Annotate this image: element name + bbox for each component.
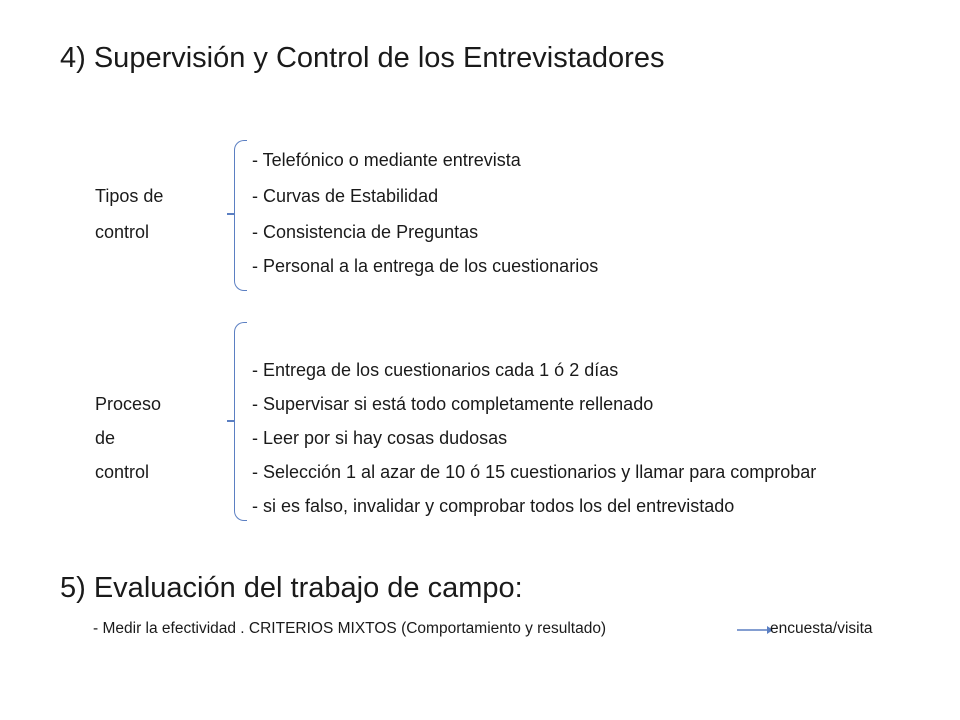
proceso-label-line2: de: [95, 428, 116, 448]
proceso-label-line3: control: [95, 462, 150, 482]
section-5-title: 5) Evaluación del trabajo de campo:: [60, 572, 523, 604]
proceso-brace-lower: [234, 421, 247, 521]
section-4-title: 4) Supervisión y Control de los Entrevistadores: [60, 42, 665, 74]
right-arrow-icon: [735, 622, 775, 638]
tipos-item: - Telefónico o mediante entrevista: [252, 150, 521, 170]
tipos-label-line1: Tipos de: [95, 186, 164, 206]
proceso-brace-point: [227, 420, 235, 422]
proceso-item: - Entrega de los cuestionarios cada 1 ó 2 días: [252, 360, 619, 380]
tipos-label-line2: control: [95, 222, 150, 242]
tipos-item: - Personal a la entrega de los cuestionarios: [252, 256, 599, 276]
arrow-target-text: encuesta/visita: [770, 620, 873, 637]
proceso-item: - si es falso, invalidar y comprobar todos los del entrevistado: [252, 496, 735, 516]
tipos-brace-point: [227, 213, 235, 215]
tipos-brace-upper: [234, 140, 247, 215]
tipos-item: - Curvas de Estabilidad: [252, 186, 439, 206]
proceso-item: - Selección 1 al azar de 10 ó 15 cuestionarios y llamar para comprobar: [252, 462, 817, 482]
tipos-brace-lower: [234, 214, 247, 291]
proceso-label-line1: Proceso: [95, 394, 162, 414]
proceso-item: - Supervisar si está todo completamente rellenado: [252, 394, 654, 414]
tipos-item: - Consistencia de Preguntas: [252, 222, 479, 242]
proceso-item: - Leer por si hay cosas dudosas: [252, 428, 508, 448]
proceso-brace-upper: [234, 322, 247, 422]
section-5-line: - Medir la efectividad . CRITERIOS MIXTOS (Comportamiento y resultado): [93, 620, 607, 637]
